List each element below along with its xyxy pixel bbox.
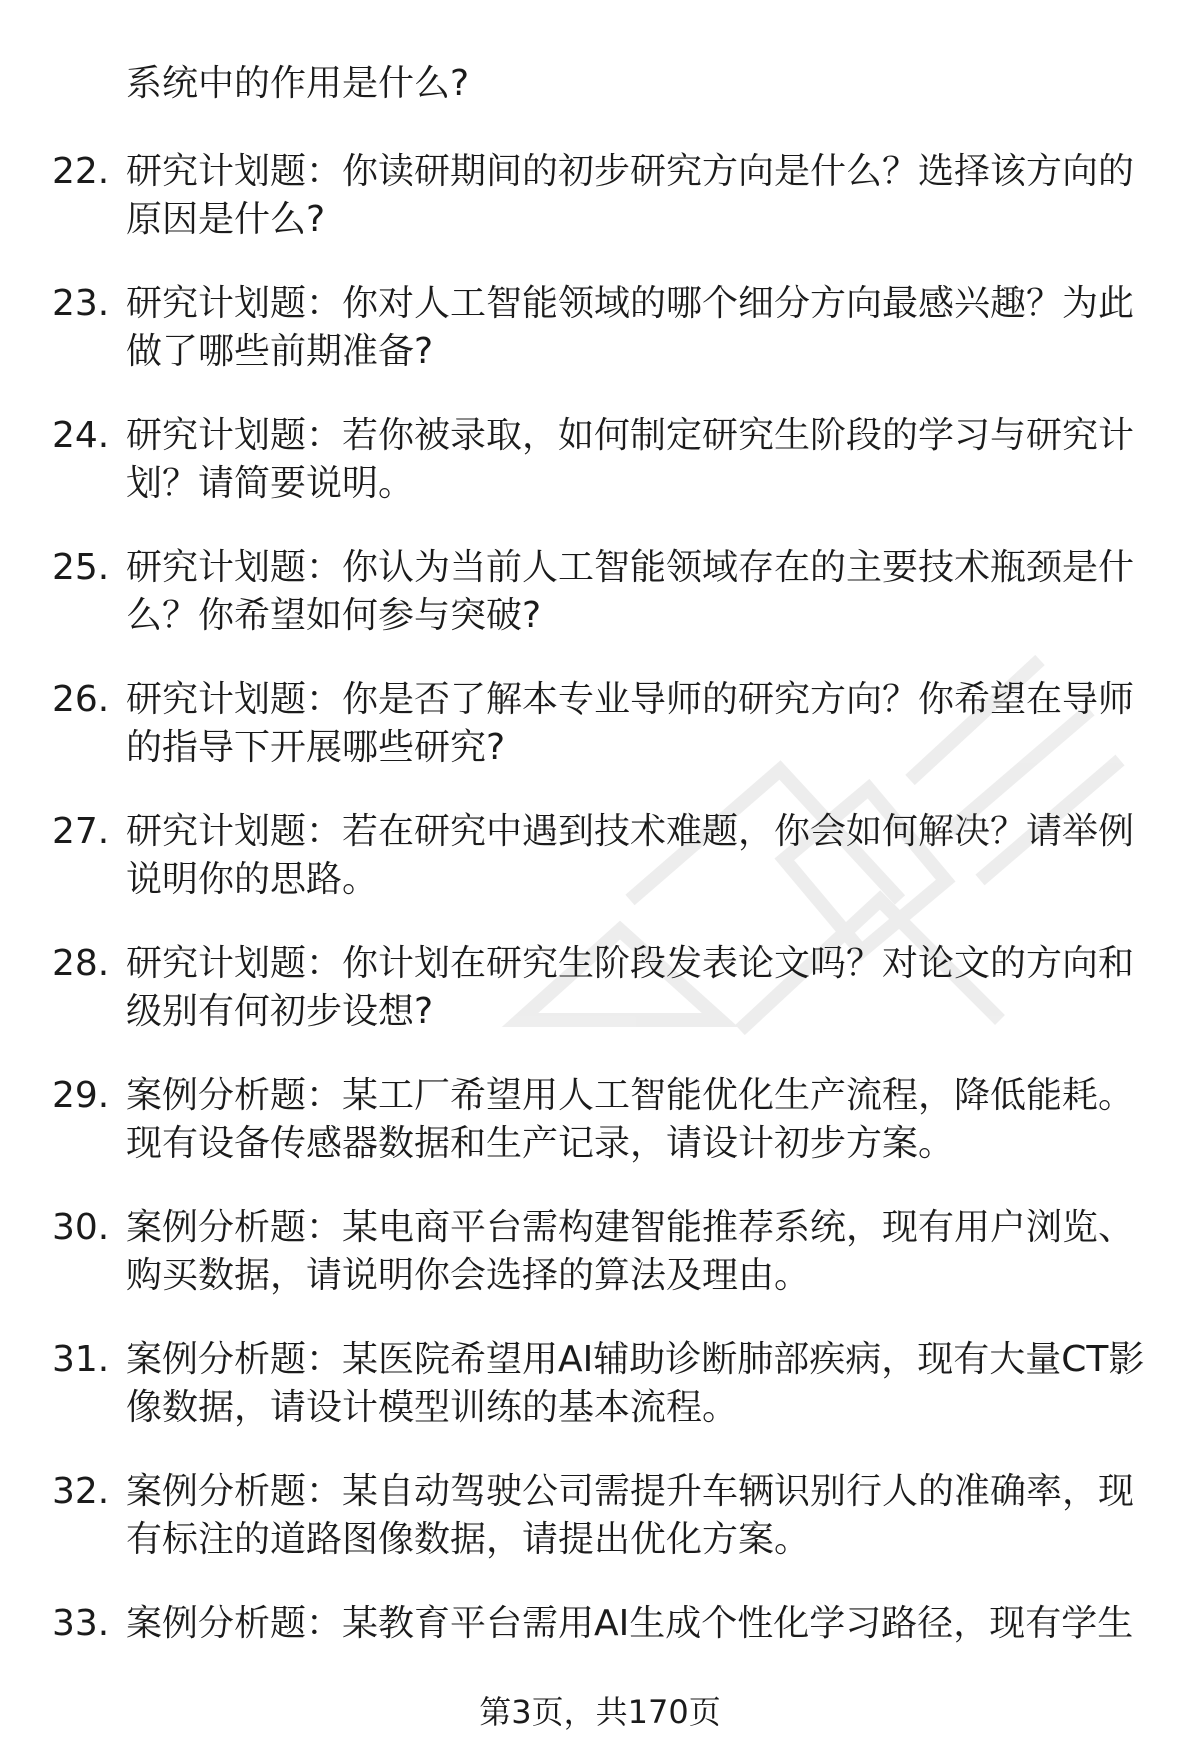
question-item xyxy=(0,544,1200,676)
question-number: 27. xyxy=(52,811,110,852)
question-text-line: 研究计划题：你计划在研究生阶段发表论文吗？对论文的方向和 xyxy=(126,943,1135,984)
question-item xyxy=(0,148,1200,280)
question-item xyxy=(0,808,1200,940)
question-text-line: 案例分析题：某医院希望用AI辅助诊断肺部疾病，现有大量CT影 xyxy=(126,1339,1145,1380)
question-item xyxy=(0,1204,1200,1336)
question-text-line: 研究计划题：你读研期间的初步研究方向是什么？选择该方向的 xyxy=(126,151,1135,192)
question-number: 29. xyxy=(52,1075,110,1116)
question-text-line: 说明你的思路。 xyxy=(126,859,379,900)
question-item xyxy=(0,280,1200,412)
question-text-line: 原因是什么? xyxy=(126,199,326,240)
question-text-line: 案例分析题：某电商平台需构建智能推荐系统，现有用户浏览、 xyxy=(126,1207,1135,1248)
question-number: 31. xyxy=(52,1339,110,1380)
question-text-line: 的指导下开展哪些研究? xyxy=(126,727,506,768)
question-number: 23. xyxy=(52,283,110,324)
question-text-line: 案例分析题：某工厂希望用人工智能优化生产流程，降低能耗。 xyxy=(126,1075,1135,1116)
continuation-line: 系统中的作用是什么? xyxy=(126,63,470,104)
question-item xyxy=(0,1336,1200,1468)
question-text-line: 研究计划题：若你被录取，如何制定研究生阶段的学习与研究计 xyxy=(126,415,1135,456)
question-text-line: 现有设备传感器数据和生产记录，请设计初步方案。 xyxy=(126,1123,955,1164)
question-item xyxy=(0,412,1200,544)
question-text-line: 研究计划题：你是否了解本专业导师的研究方向？你希望在导师 xyxy=(126,679,1135,720)
question-item xyxy=(0,1468,1200,1600)
question-text-line: 级别有何初步设想? xyxy=(126,991,434,1032)
question-number: 24. xyxy=(52,415,110,456)
question-number: 33. xyxy=(52,1603,110,1644)
question-text-line: 像数据，请设计模型训练的基本流程。 xyxy=(126,1387,739,1428)
question-item xyxy=(0,940,1200,1072)
question-number: 22. xyxy=(52,151,110,192)
question-item xyxy=(0,1072,1200,1204)
question-text-line: 研究计划题：你认为当前人工智能领域存在的主要技术瓶颈是什 xyxy=(126,547,1135,588)
question-text-line: 做了哪些前期准备? xyxy=(126,331,434,372)
page-footer: 第3页，共170页 xyxy=(479,1693,721,1731)
question-text-line: 研究计划题：你对人工智能领域的哪个细分方向最感兴趣？为此 xyxy=(126,283,1135,324)
question-text-line: 案例分析题：某教育平台需用AI生成个性化学习路径，现有学生 xyxy=(126,1603,1134,1644)
question-number: 25. xyxy=(52,547,110,588)
question-text-line: 案例分析题：某自动驾驶公司需提升车辆识别行人的准确率，现 xyxy=(126,1471,1135,1512)
question-number: 30. xyxy=(52,1207,110,1248)
question-text-line: 购买数据，请说明你会选择的算法及理由。 xyxy=(126,1255,811,1296)
question-text-line: 研究计划题：若在研究中遇到技术难题，你会如何解决？请举例 xyxy=(126,811,1135,852)
question-text-line: 么？你希望如何参与突破? xyxy=(126,595,542,636)
question-number: 32. xyxy=(52,1471,110,1512)
question-number: 28. xyxy=(52,943,110,984)
question-list xyxy=(0,148,1200,1732)
question-item xyxy=(0,676,1200,808)
question-number: 26. xyxy=(52,679,110,720)
question-text-line: 有标注的道路图像数据，请提出优化方案。 xyxy=(126,1519,811,1560)
question-text-line: 划？请简要说明。 xyxy=(126,463,415,504)
